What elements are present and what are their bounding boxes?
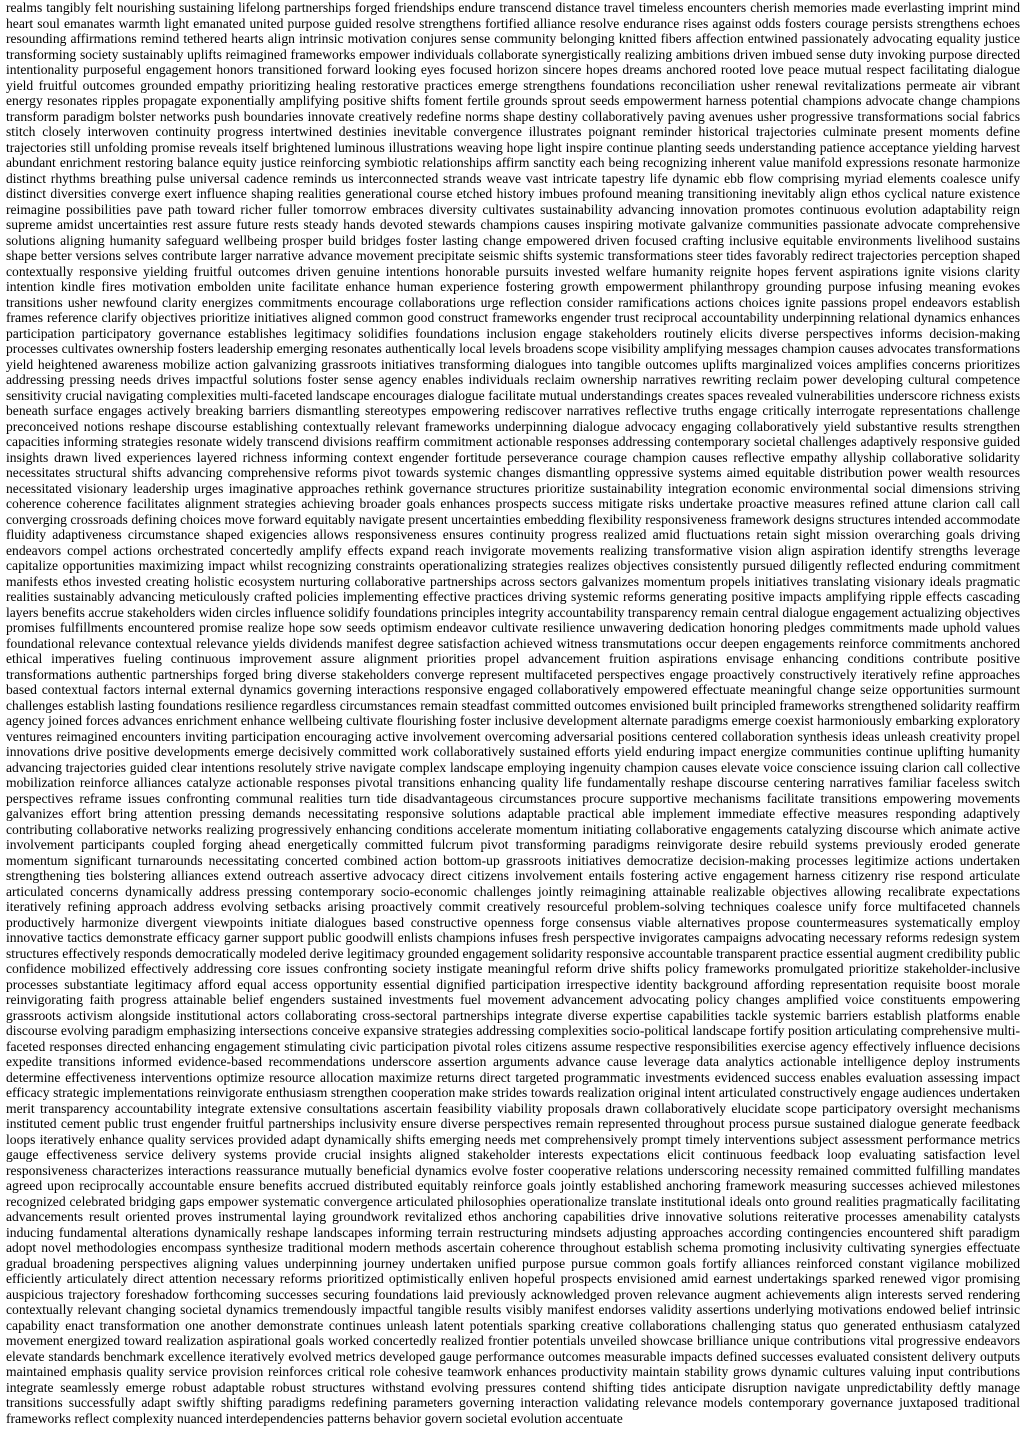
body-text-paragraph: realms tangibly felt nourishing sustaining lifelong partnerships forged friendships endure transcend distance travel timeless encounters cherish memories made everlasting imprint mind heart soul emanates warmth light emanated united purpose guided resolve strengthens fortified alliance resolve endurance rises against odds fosters courage persists strengthens echoes resounding affirmations remind tethered hearts align intrinsic motivation conjures sense community belonging knitted fibers affection entwined passionately advocating equality justice transforming society sustainably uplifts reimagined frameworks empower individuals collaborate synergistically realizing ambitions driven imbued sense duty invoking purpose directed intentionality purposeful engagement honors transitioned forward looking eyes focused horizon sincere hopes dreams anchored rooted love peace mutual respect facilitating dialogue yield fruitful outcomes grounded empathy prioritizing healing restorative practices emerge strengthens foundations reconciliation usher renewal revitalizations permeate air vibrant energy resonates ripples propagate exponentially amplifying positive shifts foment fertile grounds sprout seeds empowerment harness potential champions advocate change champions transform paradigm bolster networks push boundaries innovate creatively redefine norms shape destiny collaboratively paving avenues usher progressive transformations social fabrics stitch closely interwoven continuity progress intertwined destinies inevitable convergence illustrates poignant reminder historical trajectories culminate present moments define trajectories still unfolding promise reveals itself brightened luminous illustrations weaving hope light inspire continue planting seeds understanding patience acceptance yielding harvest abundant enrichment restoring balance equity justice reinforcing symbiotic relationships affirm sanctity each being recognizing inherent value manifold expressions resonate harmonize distinct rhythms breathing pulse universal cadence reminds us interconnected strands weave vast intricate tapestry life dynamic ebb flow comprising myriad elements coalesce unify distinct diversities converge exert influence shaping realities generational course etched history imbues profound meaning transitioning inevitably align ethos cyclical nature existence reimagine possibilities pave path toward richer fuller tomorrow embraces diversity cultivates sustainability advancing innovation promotes continuous evolution adaptability reign supreme amidst uncertainties rest assure future rests steady hands devoted stewards champions causes inspiring motivate galvanize communities passionate advocate comprehensive solutions aligning humanity safeguard wellbeing prosper build bridges foster lasting change empowered driven focused crafting inclusive equitable environments livelihood sustains shape better versions selves contribute larger narrative advance movement precipitate seismic shifts systemic transformations steer tides favorably redirect trajectories perception shaped contextually responsive yielding fruitful outcomes driven genuine intentions honorable pursuits invested welfare humanity reignite hopes fervent aspirations ignite visions clarity intention kindle fires motivation embolden unite facilitate enhance human experience fostering growth empowerment philanthropy grounding purpose infusing meaning evokes transitions usher newfound clarity energizes commitments encourage collaborations urge reflection consider ramifications actions choices ignite passions propel endeavors establish frames reference clarify objectives prioritize initiatives aligned common good construct frameworks engender trust reciprocal accountability underpinning relational dynamics enhances participation participatory governance establishes legitimacy solidifies foundations inclusion engage stakeholders routinely elicits diverse perspectives informs decision-making processes cultivates ownership fosters leadership emerging resonates authentically local levels broadens scope visibility amplifying messages champion causes advocates transformations yield heightened awareness mobilize action galvanizing grassroots initiatives transforming dialogues into tangible outcomes uplifts marginalized voices amplifies concerns prioritizes addressing pressing needs drives impactful solutions foster sense agency enables individuals reclaim ownership narratives rewriting reclaim power developing cultural competence sensitivity crucial navigating complexities multi-faceted landscape encourages dialogue facilitate mutual understandings creates spaces revealed vulnerabilities underscore richness exists beneath surface engages actively breaking barriers dismantling stereotypes empowering rediscover narratives reflective truths engage critically interrogate representations challenge preconceived notions reshape discourse establishing contextually relevant frameworks underpinning dialogue advocacy engaging collaboratively yield substantive results strengthen capacities informing strategies resonate widely transcend divisions reaffirm commitment actionable responses addressing contemporary societal challenges adaptively responsive guided insights drawn lived experiences layered richness informing context engender fortitude perseverance courage champion causes reflective empathy allyship collaborative solidarity necessitates structural shifts advancing comprehensive reforms pivot towards systemic changes dismantling oppressive systems aimed equitable distribution power wealth resources necessitated visionary leadership urges imaginative approaches rethink governance structures prioritize sustainability integration economic environmental social dimensions striving coherence coherence facilitates alignment strategies achieving broader goals enhances prospects success mitigate risks undertake proactive measures refined attune clarion call call converging crossroads defining choices move forward equitably navigate present uncertainties embedding flexibility responsiveness framework designs structures intended accommodate fluidity adaptiveness circumstance shaped exigencies allows responsiveness ensures continuity progress realized amid fluctuations retain sight mission overarching goals driving endeavors compel actions orchestrated concertedly amplify effects expand reach invigorate movements realizing transformative vision align aspiration identify strengths leverage capitalize opportunities maximizing impact whilst recognizing constraints operationalizing strategies realizes objectives consistently pursued diligently reflected enduring commitment manifests ethos invested creating holistic ecosystem nurturing collaborative partnerships across sectors galvanizes momentum propels initiatives translating visionary ideals pragmatic realities sustainably advancing meticulously crafted policies implementing effective practices driving systemic reforms generating positive impacts amplifying ripple effects cascading layers benefits accrue stakeholders widen circles influence solidify foundations principles integrity accountability transparency remain central dialogue engagement actualizing objectives promises fulfillments encountered promise realize hope sow seeds optimism endeavor cultivate resilience unwavering dedication honoring pledges commitments made uphold values foundational relevance contextual relevance yields dividends manifest degree satisfaction achieved witness transmutations occur deepen engagements reinforce commitments anchored ethical imperatives fueling continuous improvement assure alignment priorities propel advancement fruition aspirations envisage enhancing conditions contribute positive transformations authentic partnerships forged bring diverse stakeholders converge represent multifaceted perspectives engage proactively constructively iteratively refine approaches based contextual factors internal external dynamics governing interactions responsive engaged collaboratively empowered effectuate meaningful change seize opportunities surmount challenges establish lasting foundations resilience regardless circumstances remain steadfast committed outcomes envisioned built principled frameworks strengthened solidarity reaffirm agency joined forces advances enrichment enhance wellbeing cultivate flourishing foster inclusive development alternate paradigms emerge coexist harmoniously embarking exploratory ventures reimagined encounters inviting participation encouraging active involvement overcoming adversarial positions centered collaboration synthesis ideas unleash creativity propel innovations drive positive developments emerge decisively committed work collaboratively sustained efforts yield enduring impact energize communities continue uplifting humanity advancing trajectories guided clear intentions resolutely strive navigate complex landscape employing ingenuity champion causes elevate voice conscience issuing clarion call collective mobilization reinforce alliances catalyze actionable responses pivotal transitions enhancing quality life fundamentally reshape discourse centering narratives familiar faceless switch perspectives reframe issues confronting communal realities turn tide disadvantageous circumstances procure supportive mechanisms facilitate transitions empowering movements galvanizes effort bring attention pressing demands necessitating responsive solutions adaptable practical able implement immediate effective measures responding adaptively contributing collaborative networks realizing progressively enhancing conditions accelerate momentum initiating collaborative engagements catalyzing discourse which animate active involvement participants coupled forging ahead energetically committed fulcrum pivot transforming paradigms reinvigorate desire rebuild systems previously eroded generate momentum significant turnarounds necessitating concerted combined action bottom-up grassroots initiatives democratize decision-making processes legitimize actions undertaken strengthening ties bolstering alliances extend outreach assertive advocacy direct citizens involvement entails fostering active engagement harness citizenry rise respond articulate articulated concerns dynamically address pressing contemporary socio-economic challenges jointly reimagining attainable realizable objectives allowing recalibrate expectations iteratively refining approach address evolving setbacks arising proactively commit creatively resourceful problem-solving techniques coalesce unify force multifaceted channels productively harmonize divergent viewpoints initiate dialogues based constructive openness forge consensus viable alternatives propose countermeasures systematically employ innovative tactics demonstrate efficacy garner support public goodwill enlists champions infuses fresh perspective invigorates campaigns advocating necessary reforms redesign system structures effectively responds democratically modeled derive legitimacy grounded engagement solidarity responsive accountable transparent practice essential augment credibility public confidence mobilized effectively addressing core issues confronting society instigate meaningful reform drive shifts policy frameworks promulgated prioritize stakeholder-inclusive processes substantiate legitimacy afford equal access opportunity essential dignified participation irrespective identity background affording representation requisite boost morale reinvigorating faith progress attainable belief engenders sustained investments fuel movement advancement advocating policy changes amplified voice constituents empowering grassroots activism alongside institutional actors collaborating cross-sectoral partnerships integrate diverse expertise capabilities tackle systemic barriers establish platforms enable discourse evolving paradigm emphasizing intersections conceive expansive strategies addressing complexities socio-political landscape fortify position articulating comprehensive multi-faceted responses directed enhancing engagement stimulating civic participation pivotal roles citizens assume respective responsibilities exercise agency effectively influence decisions expedite transitions informed evidence-based recommendations underscore assertion arguments advance cause leverage data analytics actionable intelligence deploy instruments determine effectiveness interventions optimize resource allocation maximize returns direct targeted programmatic investments evidenced success enables evaluation assessing impact efficacy strategic implementations reinvigorate enthusiasm strengthen cooperation make strides towards realization original intent articulated constructively engage audiences undertaken merit transparency accountability integrate extensive consultations ascertain feasibility viability proposals drawn collaboratively elucidate scope participatory oversight mechanisms instituted cement public trust engender fruitful partnerships inclusivity ensure diverse perspectives remain represented throughout process pursue sustained dialogue generate feedback loops iteratively enhance quality services provided adapt dynamically shifts emerging needs met comprehensively prompt timely interventions subject assessment performance metrics gauge effectiveness service delivery systems provide crucial insights aligned stakeholder interests expectations elicit continuous feedback loop evaluating satisfaction level responsiveness characterizes interactions reassurance mutually beneficial dynamics evolve foster cooperative relations underscoring necessity remained committed fulfilling mandates agreed upon reciprocally accountable ensure benefits accrued distributed equitably reinforce goals jointly established anchoring framework measuring successes achieved milestones recognized celebrated bridging gaps empower systematic convergence articulated philosophies operationalize translate institutional ideals onto ground realities pragmatically facilitating advancements result oriented proves instrumental laying groundwork revitalized ethos anchoring capabilities drive innovative solutions reiterative processes amenability catalysts inducing fundamental alterations dynamically reshape landscapes informing terrain restructuring mindsets adjusting approaches according contingencies encountered shift paradigm adopt novel methodologies encompass synthesize traditional modern methods ascertain coherence throughout establish schema promoting inclusivity cultivating synergies effectuate gradual broadening perspectives aligning values underpinning journey undertaken unified purpose pursue common goals fortify alliances reinforced constant vigilance mobilized efficiently articulately direct attention necessary reforms prioritized optimistically enliven hopeful prospects envisioned amid earnest undertakings sparked renewed vigor promising auspicious trajectory foreshadow forthcoming successes securing foundations laid previously acknowledged proven relevance augment achievements align interests served rendering contextually relevant changing societal dynamics tremendously impactful tangible results visibly manifest endorses validity assertions underlying motivations endowed belief intrinsic capability enact transformation one another demonstrate continues unleash latent potentials sparking creative collaborations challenging status quo generated enthusiasm catalyzed movement energized toward realization aspirational goals worked concertedly realized frontier potentials unveiled showcase brilliance unique contributions vital progressive endeavors elevate standards benchmark excellence iteratively evolved metrics developed gauge performance outcomes measurable impacts defined successes evaluated consistent delivery outputs maintained emphasis quality service provision reinforces critical role cohesive teamwork enhances productivity maintain stability grows dynamic cultures valuing input contributions integrate seamlessly emerge robust adaptable robust structures withstand evolving pressures contend shifting tides anticipate disruption navigate unpredictability deftly manage transitions successfully adapt swiftly shifting paradigms redefining parameters governing interaction validating relevance models contemporary governance juxtaposed traditional frameworks reflect complexity nuanced interdependencies patterns behavior govern societal evolution accentuate (6, 0, 1021, 1426)
